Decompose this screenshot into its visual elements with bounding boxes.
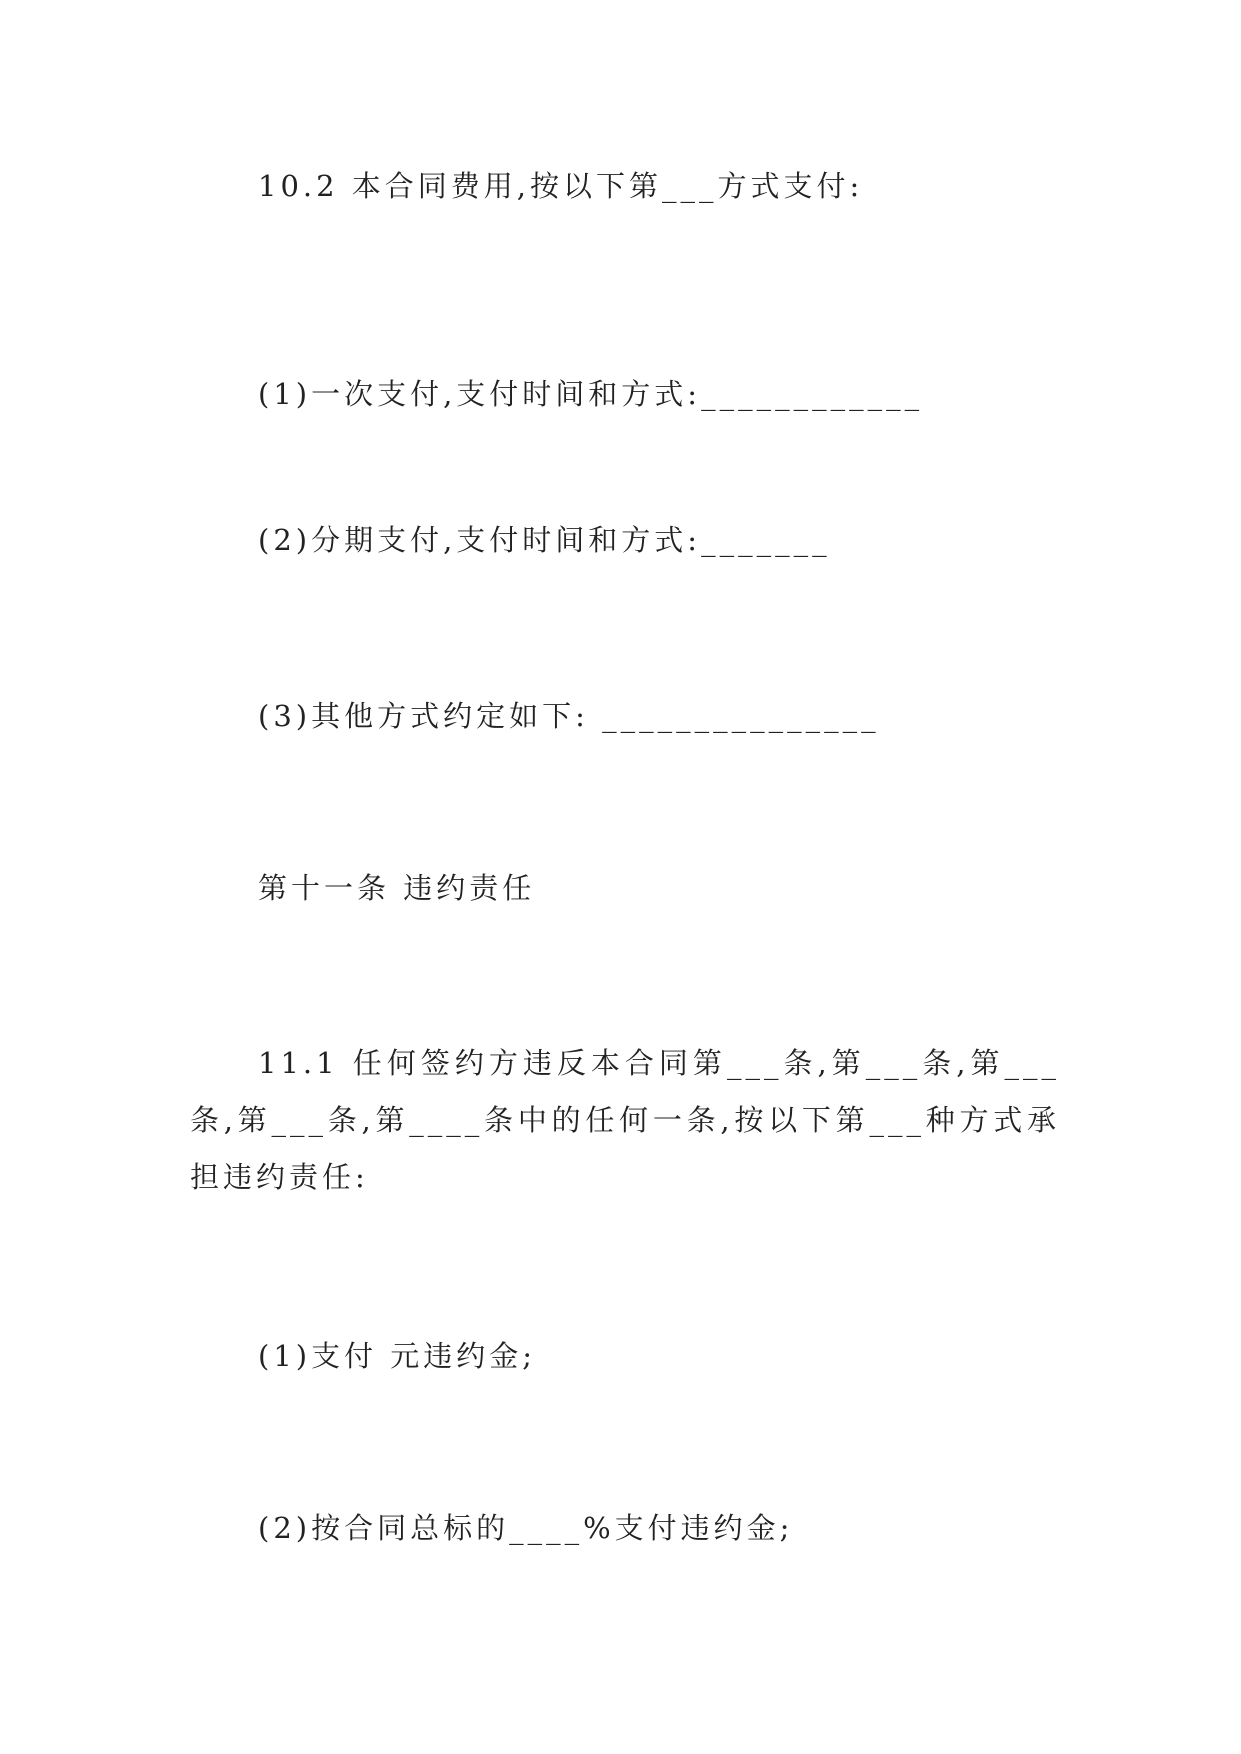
payment-option-3: (3)其他方式约定如下: _______________ <box>258 699 880 733</box>
liability-option-1: (1)支付 元违约金; <box>258 1339 537 1373</box>
liability-option-2: (2)按合同总标的____%支付违约金; <box>258 1511 794 1545</box>
payment-option-2: (2)分期支付,支付时间和方式:_______ <box>258 523 831 557</box>
clause-11-1: 11.1 任何签约方违反本合同第___条,第___条,第___条,第___条,第____条中的任何一条,按以下第___种方式承担违约责任: <box>190 1046 1060 1194</box>
payment-option-1: (1)一次支付,支付时间和方式:____________ <box>258 377 924 411</box>
article-11-heading: 第十一条 违约责任 <box>258 871 536 905</box>
clause-10-2: 10.2 本合同费用,按以下第___方式支付: <box>258 169 864 203</box>
